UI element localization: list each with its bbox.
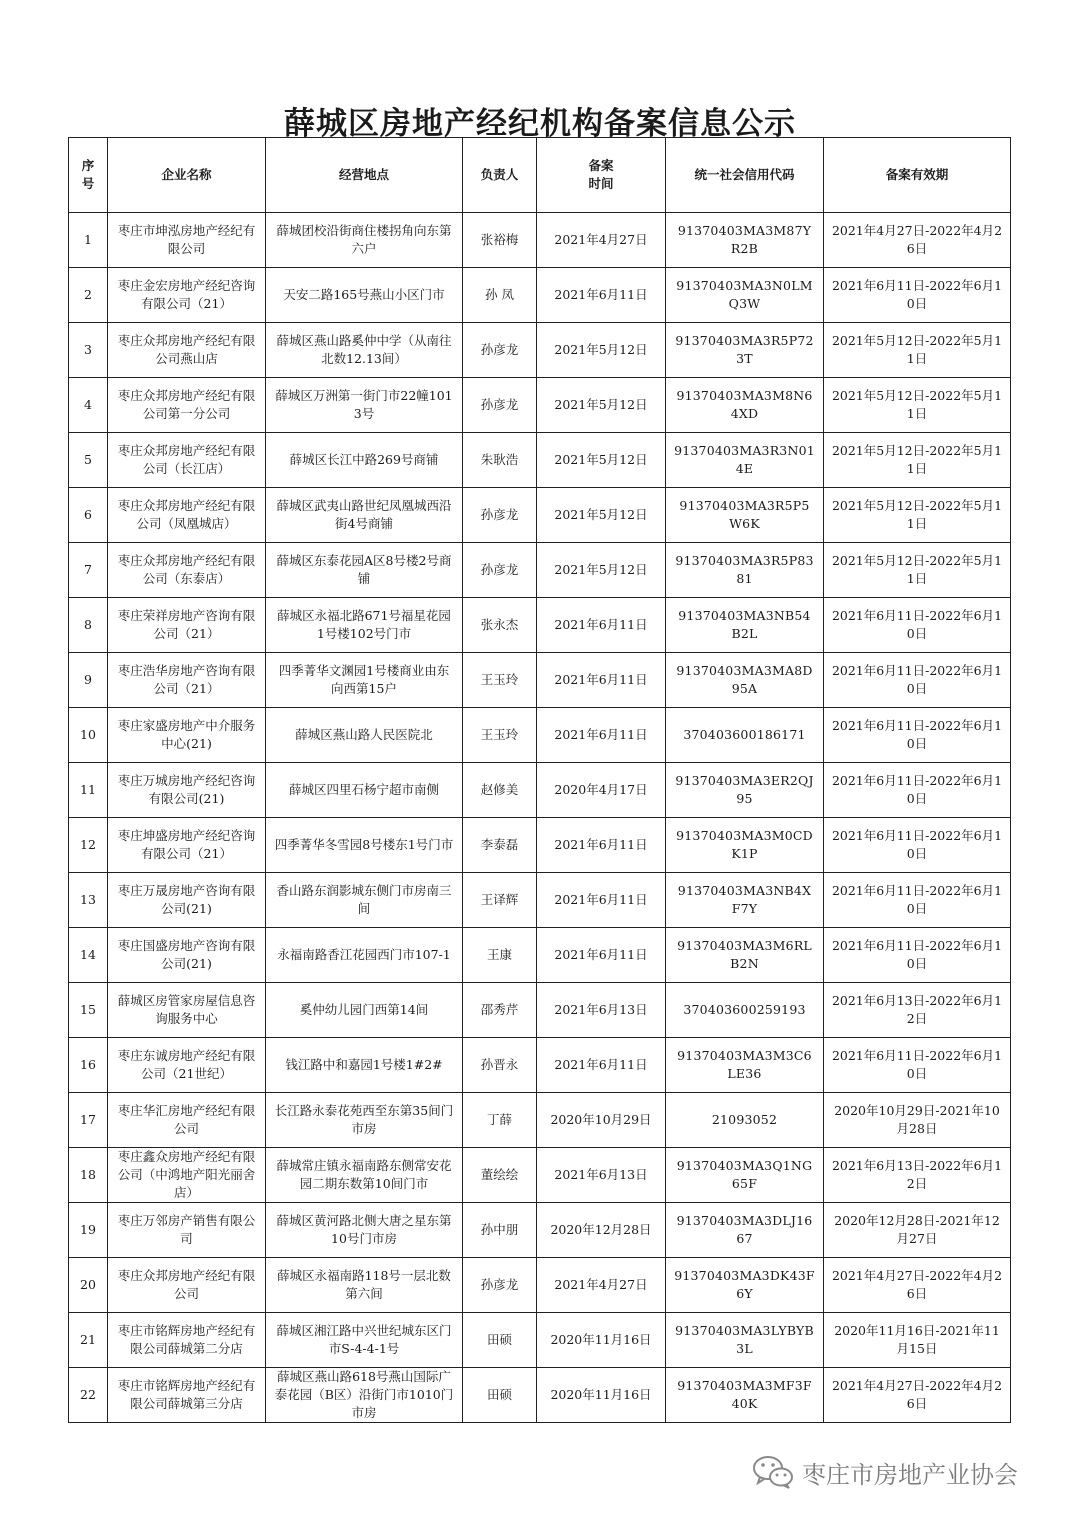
- cell-person: 王康: [463, 928, 537, 983]
- table-row: [69, 323, 1011, 378]
- header-no: 序号: [69, 138, 108, 213]
- cell-person: 孙彦龙: [463, 1258, 537, 1313]
- cell-person: 孙彦龙: [463, 378, 537, 433]
- cell-no: 13: [69, 873, 108, 928]
- cell-no: 6: [69, 488, 108, 543]
- cell-credit-code: 370403600186171: [666, 708, 824, 763]
- cell-address: 钱江路中和嘉园1号楼1#2#: [266, 1038, 463, 1093]
- cell-no: 9: [69, 653, 108, 708]
- header-address: 经营地点: [266, 138, 463, 213]
- cell-validity: 2020年11月16日-2021年11月15日: [824, 1313, 1011, 1368]
- table-row: [69, 1313, 1011, 1368]
- cell-credit-code: 91370403MA3R3N014E: [666, 433, 824, 488]
- cell-no: 7: [69, 543, 108, 598]
- cell-no: 8: [69, 598, 108, 653]
- cell-validity: 2021年6月11日-2022年6月10日: [824, 818, 1011, 873]
- table-row: [69, 653, 1011, 708]
- cell-address: 奚仲幼儿园门西第14间: [266, 983, 463, 1038]
- cell-no: 14: [69, 928, 108, 983]
- table-row: [69, 1203, 1011, 1258]
- cell-validity: 2021年6月11日-2022年6月10日: [824, 708, 1011, 763]
- watermark: [752, 1452, 1018, 1492]
- cell-address: 长江路永泰花苑西至东第35间门市房: [266, 1093, 463, 1148]
- cell-no: 5: [69, 433, 108, 488]
- table-row: [69, 1258, 1011, 1313]
- table-row: [69, 543, 1011, 598]
- cell-credit-code: 91370403MA3R5P8381: [666, 543, 824, 598]
- header-company-name: 企业名称: [108, 138, 266, 213]
- cell-person: 王玉玲: [463, 653, 537, 708]
- cell-person: 李泰磊: [463, 818, 537, 873]
- cell-credit-code: 91370403MA3R5P5W6K: [666, 488, 824, 543]
- cell-address: 薛城区东泰花园A区8号楼2号商铺: [266, 543, 463, 598]
- cell-company-name: 枣庄国盛房地产咨询有限公司(21): [108, 928, 266, 983]
- cell-no: 4: [69, 378, 108, 433]
- cell-address: 薛城区万洲第一街门市22幢1013号: [266, 378, 463, 433]
- cell-date: 2021年6月11日: [537, 598, 666, 653]
- cell-date: 2021年5月12日: [537, 488, 666, 543]
- cell-credit-code: 91370403MA3DK43F6Y: [666, 1258, 824, 1313]
- cell-credit-code: 370403600259193: [666, 983, 824, 1038]
- cell-company-name: 枣庄家盛房地产中介服务中心(21): [108, 708, 266, 763]
- table-row: [69, 928, 1011, 983]
- cell-validity: 2021年6月11日-2022年6月10日: [824, 873, 1011, 928]
- table-row: [69, 433, 1011, 488]
- cell-person: 孙 凤: [463, 268, 537, 323]
- table-header-row: [69, 138, 1011, 213]
- cell-validity: 2021年6月13日-2022年6月12日: [824, 983, 1011, 1038]
- cell-credit-code: 91370403MA3Q1NG65F: [666, 1148, 824, 1203]
- header-validity: 备案有效期: [824, 138, 1011, 213]
- cell-person: 孙彦龙: [463, 323, 537, 378]
- cell-credit-code: 91370403MA3M0CDK1P: [666, 818, 824, 873]
- cell-date: 2021年6月11日: [537, 928, 666, 983]
- cell-credit-code: 91370403MA3ER2QJ95: [666, 763, 824, 818]
- cell-person: 王译辉: [463, 873, 537, 928]
- wechat-icon: [752, 1454, 794, 1490]
- cell-date: 2021年4月27日: [537, 213, 666, 268]
- cell-company-name: 枣庄华汇房地产经纪有限公司: [108, 1093, 266, 1148]
- cell-validity: 2021年6月11日-2022年6月10日: [824, 598, 1011, 653]
- cell-date: 2021年6月11日: [537, 873, 666, 928]
- table-row: [69, 1038, 1011, 1093]
- cell-company-name: 枣庄万晟房地产咨询有限公司(21): [108, 873, 266, 928]
- cell-person: 董绘绘: [463, 1148, 537, 1203]
- cell-company-name: 枣庄众邦房地产经纪有限公司第一分公司: [108, 378, 266, 433]
- cell-address: 薛城区永福南路118号一层北数第六间: [266, 1258, 463, 1313]
- cell-person: 孙彦龙: [463, 488, 537, 543]
- table-row: [69, 708, 1011, 763]
- cell-credit-code: 91370403MA3R5P723T: [666, 323, 824, 378]
- cell-person: 丁薛: [463, 1093, 537, 1148]
- cell-no: 1: [69, 213, 108, 268]
- cell-no: 12: [69, 818, 108, 873]
- cell-address: 薛城区燕山路人民医院北: [266, 708, 463, 763]
- cell-validity: 2021年4月27日-2022年4月26日: [824, 213, 1011, 268]
- cell-person: 邵秀芹: [463, 983, 537, 1038]
- cell-address: 薛城区永福北路671号福星花园1号楼102号门市: [266, 598, 463, 653]
- cell-no: 19: [69, 1203, 108, 1258]
- cell-person: 张裕梅: [463, 213, 537, 268]
- cell-address: 薛城区长江中路269号商铺: [266, 433, 463, 488]
- table-row: [69, 763, 1011, 818]
- cell-date: 2021年4月27日: [537, 1258, 666, 1313]
- cell-validity: 2021年6月11日-2022年6月10日: [824, 928, 1011, 983]
- cell-no: 20: [69, 1258, 108, 1313]
- cell-company-name: 枣庄市铭辉房地产经纪有限公司薛城第三分店: [108, 1368, 266, 1423]
- cell-company-name: 枣庄东诚房地产经纪有限公司（21世纪）: [108, 1038, 266, 1093]
- cell-credit-code: 91370403MA3LYBYB3L: [666, 1313, 824, 1368]
- table-row: [69, 1093, 1011, 1148]
- cell-no: 21: [69, 1313, 108, 1368]
- cell-date: 2021年6月11日: [537, 818, 666, 873]
- table-row: [69, 268, 1011, 323]
- cell-date: 2021年6月11日: [537, 708, 666, 763]
- cell-date: 2021年6月11日: [537, 268, 666, 323]
- cell-date: 2021年5月12日: [537, 323, 666, 378]
- cell-date: 2021年6月11日: [537, 1038, 666, 1093]
- cell-company-name: 枣庄荣祥房地产咨询有限公司（21）: [108, 598, 266, 653]
- cell-address: 薛城团校沿街商住楼拐角向东第六户: [266, 213, 463, 268]
- cell-person: 孙中朋: [463, 1203, 537, 1258]
- table-row: [69, 873, 1011, 928]
- cell-address: 四季菁华冬雪园8号楼东1号门市: [266, 818, 463, 873]
- cell-person: 田硕: [463, 1368, 537, 1423]
- cell-date: 2020年11月16日: [537, 1313, 666, 1368]
- cell-company-name: 枣庄众邦房地产经纪有限公司（东泰店）: [108, 543, 266, 598]
- cell-no: 10: [69, 708, 108, 763]
- header-credit-code: 统一社会信用代码: [666, 138, 824, 213]
- cell-company-name: 枣庄万城房地产经纪咨询有限公司(21): [108, 763, 266, 818]
- cell-no: 16: [69, 1038, 108, 1093]
- cell-date: 2021年6月13日: [537, 983, 666, 1038]
- cell-validity: 2021年5月12日-2022年5月11日: [824, 543, 1011, 598]
- cell-credit-code: 91370403MA3NB4XF7Y: [666, 873, 824, 928]
- cell-no: 17: [69, 1093, 108, 1148]
- cell-no: 11: [69, 763, 108, 818]
- cell-no: 15: [69, 983, 108, 1038]
- cell-date: 2020年11月16日: [537, 1368, 666, 1423]
- header-date: 备案 时间: [537, 138, 666, 213]
- cell-address: 薛城区燕山路618号燕山国际广泰花园（B区）沿街门市1010门市房: [266, 1368, 463, 1423]
- cell-company-name: 枣庄市坤泓房地产经纪有限公司: [108, 213, 266, 268]
- cell-company-name: 薛城区房管家房屋信息咨询服务中心: [108, 983, 266, 1038]
- cell-company-name: 枣庄浩华房地产咨询有限公司（21）: [108, 653, 266, 708]
- cell-address: 薛城区燕山路奚仲中学（从南往北数12.13间）: [266, 323, 463, 378]
- cell-company-name: 枣庄万邻房产销售有限公司: [108, 1203, 266, 1258]
- table-row: [69, 213, 1011, 268]
- cell-person: 朱耿浩: [463, 433, 537, 488]
- cell-address: 四季菁华文渊园1号楼商业由东向西第15户: [266, 653, 463, 708]
- cell-credit-code: 91370403MA3MA8D95A: [666, 653, 824, 708]
- cell-no: 2: [69, 268, 108, 323]
- cell-validity: 2021年6月11日-2022年6月10日: [824, 763, 1011, 818]
- cell-credit-code: 91370403MA3DLJ1667: [666, 1203, 824, 1258]
- cell-credit-code: 91370403MA3N0LMQ3W: [666, 268, 824, 323]
- cell-validity: 2021年6月11日-2022年6月10日: [824, 653, 1011, 708]
- cell-date: 2021年5月12日: [537, 378, 666, 433]
- cell-validity: 2020年10月29日-2021年10月28日: [824, 1093, 1011, 1148]
- cell-credit-code: 91370403MA3MF3F40K: [666, 1368, 824, 1423]
- cell-company-name: 枣庄众邦房地产经纪有限公司燕山店: [108, 323, 266, 378]
- cell-address: 天安二路165号燕山小区门市: [266, 268, 463, 323]
- cell-credit-code: 91370403MA3M87YR2B: [666, 213, 824, 268]
- cell-address: 薛城区四里石杨宁超市南侧: [266, 763, 463, 818]
- cell-company-name: 枣庄鑫众房地产经纪有限公司（中鸿地产阳光丽舍店）: [108, 1148, 266, 1203]
- cell-validity: 2021年6月11日-2022年6月10日: [824, 1038, 1011, 1093]
- cell-company-name: 枣庄众邦房地产经纪有限公司: [108, 1258, 266, 1313]
- cell-no: 3: [69, 323, 108, 378]
- cell-validity: 2021年4月27日-2022年4月26日: [824, 1368, 1011, 1423]
- cell-credit-code: 91370403MA3M3C6LE36: [666, 1038, 824, 1093]
- cell-validity: 2021年5月12日-2022年5月11日: [824, 433, 1011, 488]
- cell-address: 薛城区湘江路中兴世纪城东区门市S-4-4-1号: [266, 1313, 463, 1368]
- cell-credit-code: 21093052: [666, 1093, 824, 1148]
- cell-validity: 2021年6月13日-2022年6月12日: [824, 1148, 1011, 1203]
- cell-validity: 2021年6月11日-2022年6月10日: [824, 268, 1011, 323]
- cell-person: 孙晋永: [463, 1038, 537, 1093]
- cell-credit-code: 91370403MA3M8N64XD: [666, 378, 824, 433]
- cell-address: 香山路东润影城东侧门市房南三间: [266, 873, 463, 928]
- cell-date: 2021年6月11日: [537, 653, 666, 708]
- cell-date: 2020年12月28日: [537, 1203, 666, 1258]
- cell-company-name: 枣庄市铭辉房地产经纪有限公司薛城第二分店: [108, 1313, 266, 1368]
- cell-validity: 2020年12月28日-2021年12月27日: [824, 1203, 1011, 1258]
- cell-person: 赵修美: [463, 763, 537, 818]
- cell-date: 2021年6月13日: [537, 1148, 666, 1203]
- cell-no: 22: [69, 1368, 108, 1423]
- cell-address: 薛城区武夷山路世纪凤凰城西沿街4号商铺: [266, 488, 463, 543]
- table-row: [69, 1368, 1011, 1423]
- cell-address: 薛城常庄镇永福南路东侧常安花园二期东数第10间门市: [266, 1148, 463, 1203]
- cell-credit-code: 91370403MA3NB54B2L: [666, 598, 824, 653]
- table-row: [69, 378, 1011, 433]
- registry-table: [68, 137, 1011, 1423]
- cell-company-name: 枣庄众邦房地产经纪有限公司（凤凰城店）: [108, 488, 266, 543]
- cell-validity: 2021年5月12日-2022年5月11日: [824, 488, 1011, 543]
- table-row: [69, 488, 1011, 543]
- cell-date: 2020年4月17日: [537, 763, 666, 818]
- table-row: [69, 1148, 1011, 1203]
- cell-date: 2021年5月12日: [537, 543, 666, 598]
- cell-company-name: 枣庄众邦房地产经纪有限公司（长江店）: [108, 433, 266, 488]
- cell-address: 永福南路香江花园西门市107-1: [266, 928, 463, 983]
- cell-company-name: 枣庄金宏房地产经纪咨询有限公司（21）: [108, 268, 266, 323]
- cell-no: 18: [69, 1148, 108, 1203]
- watermark-text: 枣庄市房地产业协会: [802, 1460, 1018, 1489]
- cell-date: 2021年5月12日: [537, 433, 666, 488]
- cell-company-name: 枣庄坤盛房地产经纪咨询有限公司（21）: [108, 818, 266, 873]
- table-row: [69, 818, 1011, 873]
- cell-validity: 2021年5月12日-2022年5月11日: [824, 323, 1011, 378]
- cell-address: 薛城区黄河路北侧大唐之星东第10号门市房: [266, 1203, 463, 1258]
- table-row: [69, 983, 1011, 1038]
- cell-validity: 2021年4月27日-2022年4月26日: [824, 1258, 1011, 1313]
- cell-validity: 2021年5月12日-2022年5月11日: [824, 378, 1011, 433]
- page-title: 薛城区房地产经纪机构备案信息公示: [284, 106, 796, 142]
- header-person: 负责人: [463, 138, 537, 213]
- cell-person: 田硕: [463, 1313, 537, 1368]
- cell-person: 王玉玲: [463, 708, 537, 763]
- table-row: [69, 598, 1011, 653]
- cell-person: 张永杰: [463, 598, 537, 653]
- cell-credit-code: 91370403MA3M6RLB2N: [666, 928, 824, 983]
- cell-date: 2020年10月29日: [537, 1093, 666, 1148]
- cell-person: 孙彦龙: [463, 543, 537, 598]
